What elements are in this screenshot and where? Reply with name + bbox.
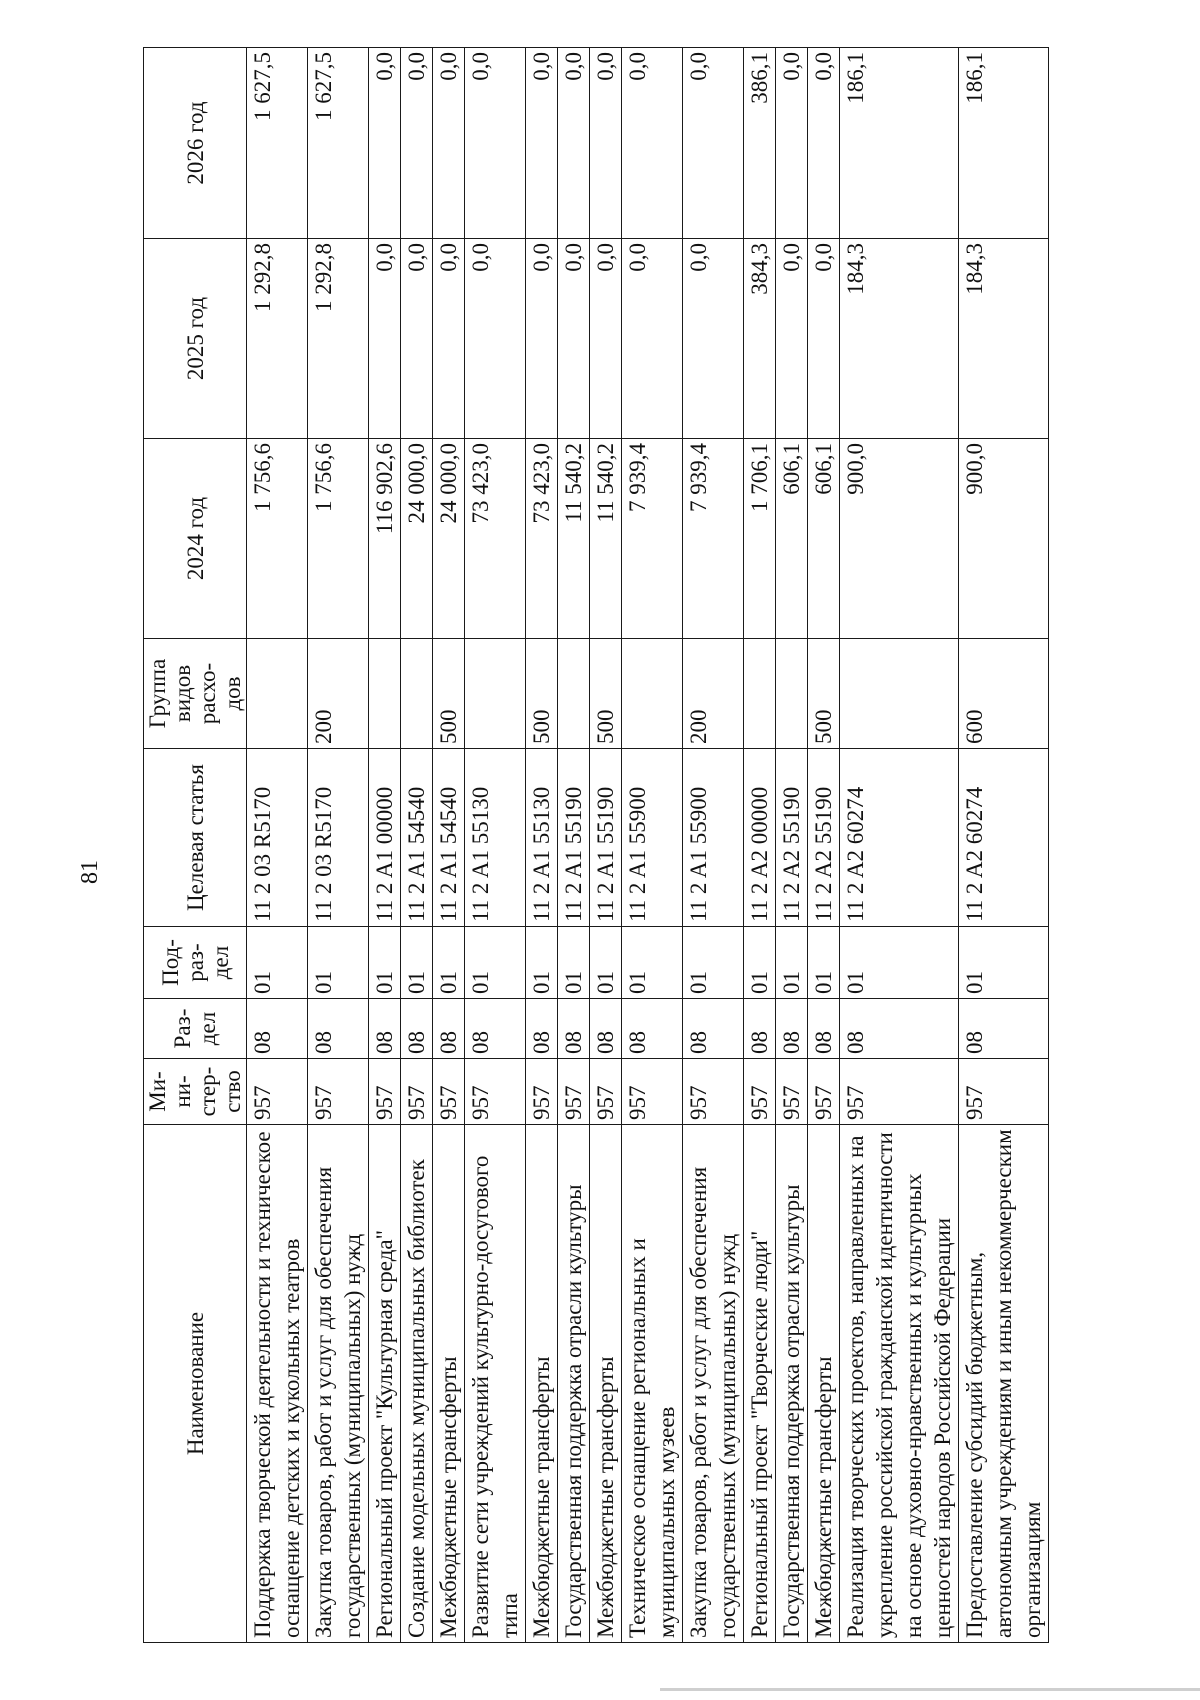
table-row (247, 48, 308, 1643)
row-target-article: 11 2 A2 60274 (840, 749, 959, 927)
row-subsection: 01 (558, 927, 590, 999)
row-section: 08 (308, 999, 369, 1059)
row-year-2026: 0,0 (683, 48, 744, 239)
row-expense-group: 500 (526, 639, 558, 749)
row-subsection: 01 (433, 927, 465, 999)
header-year-2024: 2024 год (144, 439, 247, 639)
row-year-2025: 0,0 (808, 239, 840, 439)
row-ministry: 957 (465, 1059, 526, 1125)
row-name: Региональный проект "Творческие люди" (744, 1125, 776, 1643)
row-year-2025: 0,0 (369, 239, 401, 439)
row-expense-group: 500 (590, 639, 622, 749)
row-ministry: 957 (401, 1059, 433, 1125)
row-year-2026: 0,0 (808, 48, 840, 239)
row-section: 08 (369, 999, 401, 1059)
row-target-article: 11 2 A1 55190 (590, 749, 622, 927)
table-row (526, 48, 558, 1643)
row-subsection: 01 (622, 927, 683, 999)
row-ministry: 957 (433, 1059, 465, 1125)
row-target-article: 11 2 A1 54540 (401, 749, 433, 927)
row-section: 08 (622, 999, 683, 1059)
header-section: Раз- дел (144, 999, 247, 1059)
page-number: 81 (77, 860, 103, 884)
row-year-2026: 1 627,5 (247, 48, 308, 239)
row-section: 08 (776, 999, 808, 1059)
row-year-2024: 24 000,0 (401, 439, 433, 639)
header-year-2026: 2026 год (144, 48, 247, 239)
row-section: 08 (808, 999, 840, 1059)
row-year-2026: 1 627,5 (308, 48, 369, 239)
row-subsection: 01 (683, 927, 744, 999)
row-target-article: 11 2 03 R5170 (308, 749, 369, 927)
row-ministry: 957 (959, 1059, 1049, 1125)
row-section: 08 (744, 999, 776, 1059)
row-year-2025: 0,0 (590, 239, 622, 439)
table-body (247, 48, 1049, 1643)
row-section: 08 (840, 999, 959, 1059)
row-target-article: 11 2 A2 55190 (776, 749, 808, 927)
row-year-2024: 606,1 (776, 439, 808, 639)
table-header-row (144, 48, 247, 1643)
row-year-2024: 606,1 (808, 439, 840, 639)
row-subsection: 01 (526, 927, 558, 999)
row-year-2026: 0,0 (433, 48, 465, 239)
row-year-2026: 0,0 (558, 48, 590, 239)
row-year-2025: 184,3 (840, 239, 959, 439)
row-section: 08 (683, 999, 744, 1059)
row-ministry: 957 (622, 1059, 683, 1125)
row-year-2026: 186,1 (959, 48, 1049, 239)
row-ministry: 957 (369, 1059, 401, 1125)
row-subsection: 01 (247, 927, 308, 999)
row-target-article: 11 2 A1 54540 (433, 749, 465, 927)
row-target-article: 11 2 A1 55900 (622, 749, 683, 927)
row-section: 08 (959, 999, 1049, 1059)
row-name: Региональный проект "Культурная среда" (369, 1125, 401, 1643)
row-year-2024: 900,0 (959, 439, 1049, 639)
row-year-2024: 24 000,0 (433, 439, 465, 639)
row-expense-group (622, 639, 683, 749)
row-year-2025: 1 292,8 (308, 239, 369, 439)
row-name: Реализация творческих проектов, направленных на укрепление российской гражданской идентичности на основе духовно-нравственных и культурных ценностей народов Российской Федерации (840, 1125, 959, 1643)
row-year-2026: 0,0 (776, 48, 808, 239)
row-expense-group (369, 639, 401, 749)
row-subsection: 01 (744, 927, 776, 999)
row-ministry: 957 (808, 1059, 840, 1125)
table-row (433, 48, 465, 1643)
row-year-2026: 0,0 (622, 48, 683, 239)
header-expense-group: Группа видов расхо- дов (144, 639, 247, 749)
row-ministry: 957 (744, 1059, 776, 1125)
table-row (401, 48, 433, 1643)
row-year-2025: 0,0 (558, 239, 590, 439)
budget-table (143, 47, 1049, 1643)
header-target-article: Целевая статья (144, 749, 247, 927)
row-year-2025: 0,0 (776, 239, 808, 439)
row-name: Межбюджетные трансферты (590, 1125, 622, 1643)
row-year-2024: 11 540,2 (590, 439, 622, 639)
row-target-article: 11 2 A1 00000 (369, 749, 401, 927)
row-year-2026: 0,0 (369, 48, 401, 239)
row-target-article: 11 2 A2 00000 (744, 749, 776, 927)
row-subsection: 01 (465, 927, 526, 999)
row-ministry: 957 (683, 1059, 744, 1125)
row-target-article: 11 2 A2 55190 (808, 749, 840, 927)
row-name: Поддержка творческой деятельности и техническое оснащение детских и кукольных театров (247, 1125, 308, 1643)
row-expense-group: 500 (433, 639, 465, 749)
table-row (744, 48, 776, 1643)
row-name: Создание модельных муниципальных библиотек (401, 1125, 433, 1643)
scan-edge-line (660, 1688, 1200, 1691)
row-year-2026: 0,0 (465, 48, 526, 239)
row-name: Государственная поддержка отрасли культуры (776, 1125, 808, 1643)
row-section: 08 (433, 999, 465, 1059)
table-row (959, 48, 1049, 1643)
row-year-2025: 384,3 (744, 239, 776, 439)
row-year-2025: 0,0 (526, 239, 558, 439)
row-expense-group (247, 639, 308, 749)
row-subsection: 01 (840, 927, 959, 999)
row-subsection: 01 (369, 927, 401, 999)
row-year-2025: 1 292,8 (247, 239, 308, 439)
row-year-2026: 386,1 (744, 48, 776, 239)
row-section: 08 (465, 999, 526, 1059)
header-ministry: Ми- ни- стер- ство (144, 1059, 247, 1125)
row-year-2024: 7 939,4 (683, 439, 744, 639)
row-ministry: 957 (526, 1059, 558, 1125)
row-name: Предоставление субсидий бюджетным, автономным учреждениям и иным некоммерческим организациям (959, 1125, 1049, 1643)
row-expense-group: 500 (808, 639, 840, 749)
row-subsection: 01 (959, 927, 1049, 999)
row-name: Закупка товаров, работ и услуг для обеспечения государственных (муниципальных) нужд (308, 1125, 369, 1643)
row-year-2025: 0,0 (433, 239, 465, 439)
row-year-2025: 0,0 (622, 239, 683, 439)
row-name: Межбюджетные трансферты (808, 1125, 840, 1643)
table-row (808, 48, 840, 1643)
row-ministry: 957 (558, 1059, 590, 1125)
row-target-article: 11 2 A1 55130 (526, 749, 558, 927)
row-expense-group (840, 639, 959, 749)
row-year-2024: 73 423,0 (465, 439, 526, 639)
row-name: Межбюджетные трансферты (433, 1125, 465, 1643)
row-year-2024: 1 706,1 (744, 439, 776, 639)
row-subsection: 01 (776, 927, 808, 999)
row-expense-group: 200 (683, 639, 744, 749)
row-ministry: 957 (247, 1059, 308, 1125)
table-row (840, 48, 959, 1643)
row-name: Техническое оснащение региональных и муниципальных музеев (622, 1125, 683, 1643)
row-expense-group (558, 639, 590, 749)
row-subsection: 01 (401, 927, 433, 999)
row-expense-group (776, 639, 808, 749)
row-section: 08 (590, 999, 622, 1059)
table-row (308, 48, 369, 1643)
header-name: Наименование (144, 1125, 247, 1643)
row-year-2025: 0,0 (465, 239, 526, 439)
row-name: Развитие сети учреждений культурно-досугового типа (465, 1125, 526, 1643)
row-name: Государственная поддержка отрасли культуры (558, 1125, 590, 1643)
table-row (776, 48, 808, 1643)
row-section: 08 (401, 999, 433, 1059)
table-row (683, 48, 744, 1643)
row-subsection: 01 (308, 927, 369, 999)
row-section: 08 (558, 999, 590, 1059)
row-subsection: 01 (590, 927, 622, 999)
row-expense-group (744, 639, 776, 749)
row-subsection: 01 (808, 927, 840, 999)
row-expense-group: 600 (959, 639, 1049, 749)
row-ministry: 957 (308, 1059, 369, 1125)
table-row (622, 48, 683, 1643)
row-section: 08 (247, 999, 308, 1059)
row-target-article: 11 2 A1 55130 (465, 749, 526, 927)
row-year-2024: 1 756,6 (247, 439, 308, 639)
rotated-table-container (143, 48, 1045, 1643)
row-ministry: 957 (840, 1059, 959, 1125)
row-year-2026: 186,1 (840, 48, 959, 239)
table-row (590, 48, 622, 1643)
row-year-2026: 0,0 (526, 48, 558, 239)
row-year-2026: 0,0 (401, 48, 433, 239)
row-expense-group: 200 (308, 639, 369, 749)
table-row (558, 48, 590, 1643)
row-expense-group (401, 639, 433, 749)
row-target-article: 11 2 03 R5170 (247, 749, 308, 927)
row-target-article: 11 2 A1 55900 (683, 749, 744, 927)
row-section: 08 (526, 999, 558, 1059)
row-year-2024: 73 423,0 (526, 439, 558, 639)
row-year-2024: 116 902,6 (369, 439, 401, 639)
row-name: Закупка товаров, работ и услуг для обеспечения государственных (муниципальных) нужд (683, 1125, 744, 1643)
header-year-2025: 2025 год (144, 239, 247, 439)
row-name: Межбюджетные трансферты (526, 1125, 558, 1643)
row-year-2026: 0,0 (590, 48, 622, 239)
table-row (369, 48, 401, 1643)
row-year-2024: 900,0 (840, 439, 959, 639)
row-target-article: 11 2 A2 60274 (959, 749, 1049, 927)
row-year-2025: 184,3 (959, 239, 1049, 439)
row-year-2025: 0,0 (683, 239, 744, 439)
row-ministry: 957 (776, 1059, 808, 1125)
row-year-2024: 11 540,2 (558, 439, 590, 639)
row-ministry: 957 (590, 1059, 622, 1125)
row-target-article: 11 2 A1 55190 (558, 749, 590, 927)
row-year-2024: 1 756,6 (308, 439, 369, 639)
row-expense-group (465, 639, 526, 749)
row-year-2025: 0,0 (401, 239, 433, 439)
table-row (465, 48, 526, 1643)
header-subsection: Под- раз- дел (144, 927, 247, 999)
row-year-2024: 7 939,4 (622, 439, 683, 639)
